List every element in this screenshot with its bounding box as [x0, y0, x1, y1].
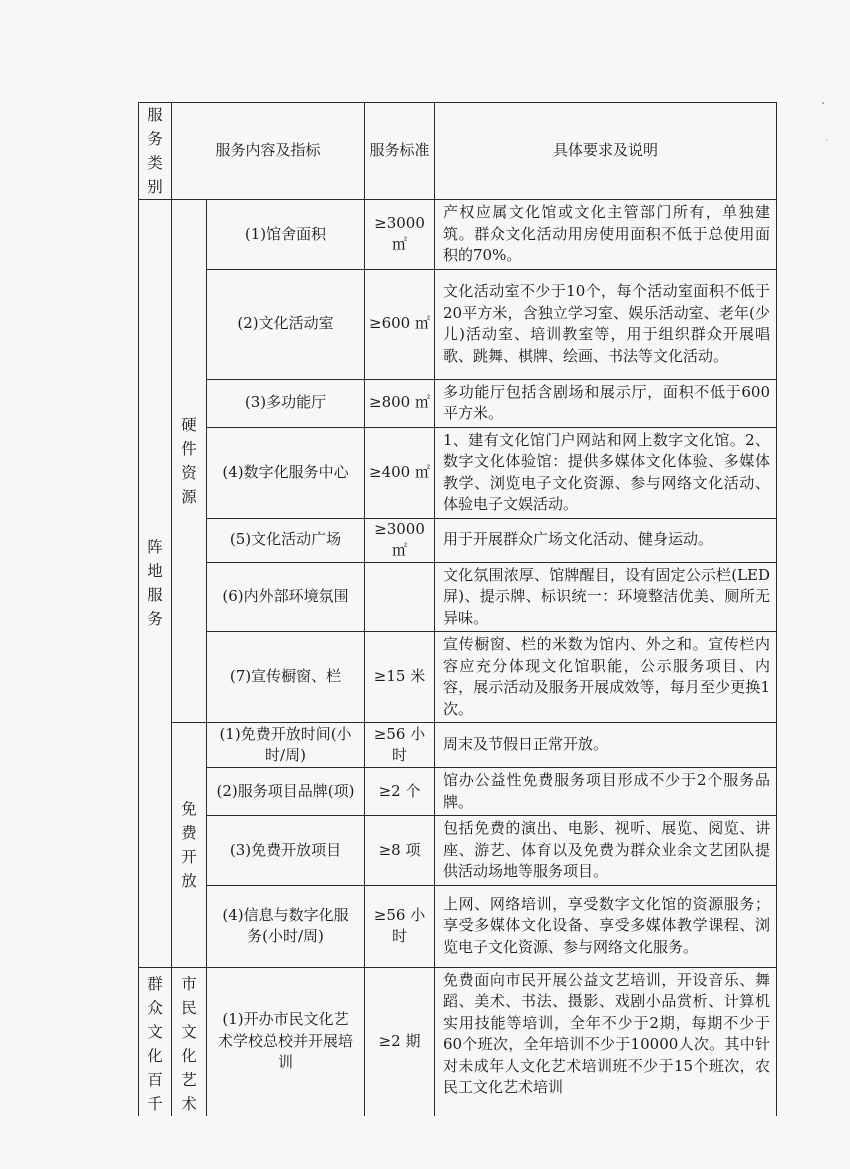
table-row — [139, 632, 777, 723]
item-cell: (2)服务项目品牌(项) — [207, 768, 365, 816]
table-row — [139, 379, 777, 427]
table-row — [139, 518, 777, 562]
standard-cell: ≥8 项 — [365, 816, 435, 886]
detail-cell: 文化氛围浓厚、馆牌醒目，设有固定公示栏(LED屏)、提示牌、标识统一：环境整洁优美、厕所无异味。 — [435, 562, 777, 632]
table-row — [139, 427, 777, 518]
table-row — [139, 816, 777, 886]
item-cell: (5)文化活动广场 — [207, 518, 365, 562]
detail-cell: 1、建有文化馆门户网站和网上数字文化馆。2、数字文化体验馆：提供多媒体文化体验、多媒体教学、浏览电子文化资源、参与网络文化活动、体验电子文娱活动。 — [435, 427, 777, 518]
detail-cell: 用于开展群众广场文化活动、健身运动。 — [435, 518, 777, 562]
scan-specks — [820, 100, 830, 160]
item-cell: (4)数字化服务中心 — [207, 427, 365, 518]
standard-cell: ≥56 小时 — [365, 885, 435, 967]
item-cell: (3)免费开放项目 — [207, 816, 365, 886]
standard-cell: ≥15 米 — [365, 632, 435, 723]
item-cell: (3)多功能厅 — [207, 379, 365, 427]
item-cell: (1)开办市民文化艺术学校总校并开展培训 — [207, 967, 365, 1116]
standard-cell: ≥800 ㎡ — [365, 379, 435, 427]
standard-cell: ≥56 小时 — [365, 723, 435, 768]
header-item: 服务内容及指标 — [172, 103, 365, 200]
group-cell: 市民文化艺术 — [172, 967, 207, 1116]
item-cell: (1)免费开放时间(小时/周) — [207, 723, 365, 768]
detail-cell: 包括免费的演出、电影、视听、展览、阅览、讲座、游艺、体育以及免费为群众业余文艺团队提供活动场地等服务项目。 — [435, 816, 777, 886]
item-cell: (1)馆舍面积 — [207, 200, 365, 270]
detail-cell: 馆办公益性免费服务项目形成不少于2个服务品牌。 — [435, 768, 777, 816]
detail-cell: 多功能厅包括含剧场和展示厅，面积不低于600平方米。 — [435, 379, 777, 427]
item-cell: (2)文化活动室 — [207, 269, 365, 379]
header-standard: 服务标准 — [365, 103, 435, 200]
standard-cell — [365, 562, 435, 632]
detail-cell: 产权应属文化馆或文化主管部门所有，单独建筑。群众文化活动用房使用面积不低于总使用面积的70%。 — [435, 200, 777, 270]
detail-cell: 周末及节假日正常开放。 — [435, 723, 777, 768]
category-cell: 群众文化百千 — [139, 967, 172, 1116]
standard-cell: ≥3000 ㎡ — [365, 518, 435, 562]
group-cell: 免费开放 — [172, 723, 207, 968]
table-row — [139, 768, 777, 816]
standard-cell: ≥600 ㎡ — [365, 269, 435, 379]
item-cell: (6)内外部环境氛围 — [207, 562, 365, 632]
table-header-row — [139, 103, 777, 200]
item-cell: (7)宣传橱窗、栏 — [207, 632, 365, 723]
standard-cell: ≥2 期 — [365, 967, 435, 1116]
header-category: 服务类别 — [139, 103, 172, 200]
table-row — [139, 885, 777, 967]
detail-cell: 文化活动室不少于10个，每个活动室面积不低于20平方米，含独立学习室、娱乐活动室、老年(少儿)活动室、培训教室等，用于组织群众开展唱歌、跳舞、棋牌、绘画、书法等文化活动。 — [435, 269, 777, 379]
header-detail: 具体要求及说明 — [435, 103, 777, 200]
detail-cell: 上网、网络培训，享受数字文化馆的资源服务；享受多媒体文化设备、享受多媒体教学课程、浏览电子文化资源、参与网络文化服务。 — [435, 885, 777, 967]
table-row — [139, 967, 777, 1116]
service-standards-table — [138, 102, 777, 1116]
standard-cell: ≥2 个 — [365, 768, 435, 816]
detail-cell: 宣传橱窗、栏的米数为馆内、外之和。宣传栏内容应充分体现文化馆职能，公示服务项目、内容，展示活动及服务开展成效等，每月至少更换1次。 — [435, 632, 777, 723]
category-cell: 阵地服务 — [139, 200, 172, 968]
table-row — [139, 723, 777, 768]
table-row — [139, 562, 777, 632]
group-cell: 硬件资源 — [172, 200, 207, 723]
table-row — [139, 200, 777, 270]
item-cell: (4)信息与数字化服务(小时/周) — [207, 885, 365, 967]
table-row — [139, 269, 777, 379]
standard-cell: ≥400 ㎡ — [365, 427, 435, 518]
detail-cell: 免费面向市民开展公益文艺培训，开设音乐、舞蹈、美术、书法、摄影、戏剧小品赏析、计算机实用技能等培训，全年不少于2期，每期不少于60个班次，全年培训不少于10000人次。其中针对未成年人文化艺术培训班不少于15个班次，农民工文化艺术培训 — [435, 967, 777, 1116]
standard-cell: ≥3000 ㎡ — [365, 200, 435, 270]
